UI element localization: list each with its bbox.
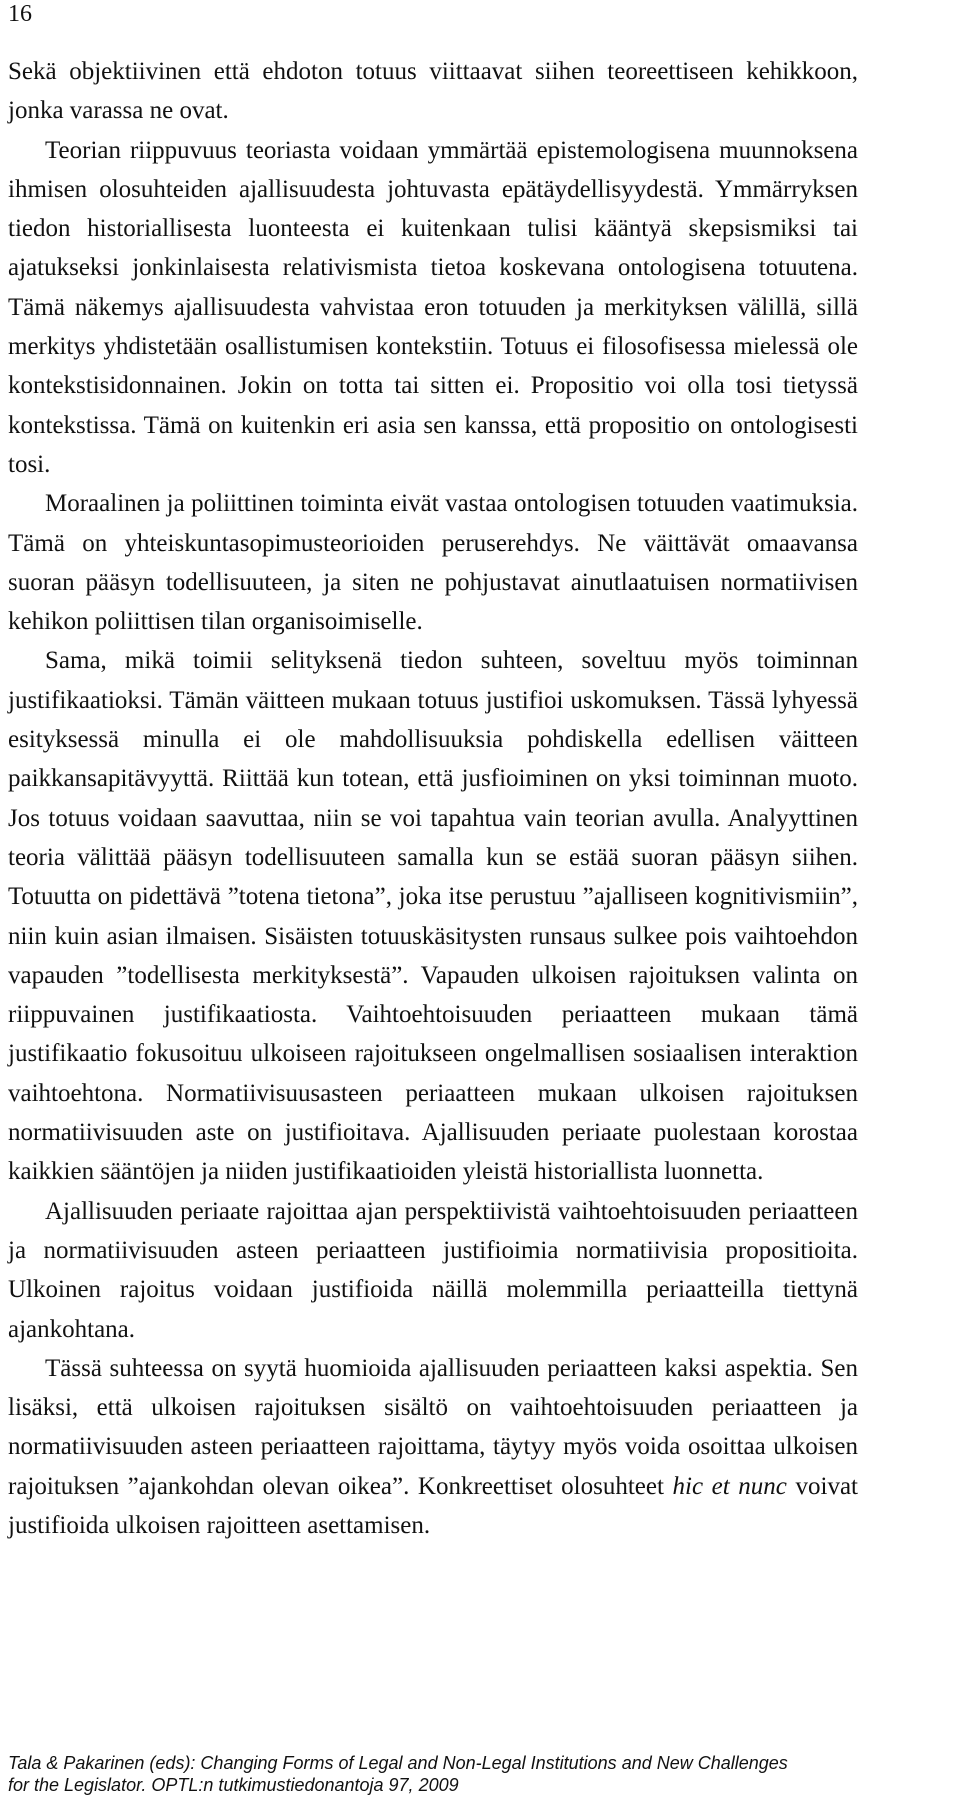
page-footer [8, 1752, 958, 1796]
paragraph-5: Ajallisuuden periaate rajoittaa ajan perspektiivistä vaihtoehtoisuuden periaatteen ja normatiivisuuden asteen periaatteen justifioimia normatiivisia propositioita. Ulkoinen rajoitus voidaan justifioida näillä molemmilla periaatteilla tiettynä ajankohtana. [8, 1197, 858, 1343]
paragraph-6-text-before: Tässä suhteessa on syytä huomioida ajallisuuden periaatteen kaksi aspektia. Sen lisäksi, että ulkoisen rajoituksen sisältö on vaihtoehtoisuuden periaatteen ja normatiivisuuden asteen periaatteen rajoittama, täytyy myös voida osoittaa ulkoisen rajoituksen ”ajankohdan olevan oikea”. Konkreettiset olosuhteet [8, 1354, 858, 1500]
paragraph-4: Sama, mikä toimii selityksenä tiedon suhteen, soveltuu myös toiminnan justifikaatioksi. Tämän väitteen mukaan totuus justifioi uskomuksen. Tässä lyhyessä esityksessä minulla ei ole mahdollisuuksia pohdiskella edellisen väitteen paikkansapitävyyttä. Riittää kun totean, että jusfioiminen on yksi toiminnan muoto. Jos totuus voidaan saavuttaa, niin se voi tapahtua vain teorian avulla. Analyyttinen teoria välittää pääsyn todellisuuteen samalla kun se estää suoran pääsyn siihen. Totuutta on pidettävä ”totena tietona”, joka itse perustuu ”ajalliseen kognitivismiin”, niin kuin asian ilmaisen. Sisäisten totuuskäsitysten runsaus sulkee pois vaihtoehdon vapauden ”todellisesta merkityksestä”. Vapauden ulkoisen rajoituksen valinta on riippuvainen justifikaatiosta. Vaihtoehtoisuuden periaatteen mukaan tämä justifikaatio fokusoituu ulkoiseen rajoitukseen ongelmallisen sosiaalisen interaktion vaihtoehtona. Normatiivisuusasteen periaatteen mukaan ulkoisen rajoituksen normatiivisuuden aste on justifioitava. Ajallisuuden periaate puolestaan korostaa kaikkien sääntöjen ja niiden justifikaatioiden yleistä historiallista luonnetta. [8, 647, 858, 1186]
footer-line-2: for the Legislator. OPTL:n tutkimustiedonantoja 97, 2009 [8, 1775, 459, 1795]
page-number: 16 [8, 1, 32, 27]
paragraph-1: Sekä objektiivinen että ehdoton totuus viittaavat siihen teoreettiseen kehikkoon, jonka varassa ne ovat. [8, 58, 858, 125]
paragraph-6-text-after: voivat justifioida ulkoisen rajoitteen asettamisen. [8, 1472, 858, 1539]
footer-line-1: Tala & Pakarinen (eds): Changing Forms of Legal and Non-Legal Institutions and New Challenges [8, 1753, 788, 1773]
body-text [8, 52, 858, 1545]
paragraph-6-italic: hic et nunc [672, 1472, 787, 1500]
paragraph-6 [8, 1349, 858, 1545]
paragraph-2: Teorian riippuvuus teoriasta voidaan ymmärtää epistemologisena muunnoksena ihmisen olosuhteiden ajallisuudesta johtuvasta epätäydellisyydestä. Ymmärryksen tiedon historiallisesta luonteesta ei kuitenkaan tulisi kääntyä skepsismiksi tai ajatukseksi jonkinlaisesta relativismista tietoa koskevana ontologisena totuutena. Tämä näkemys ajallisuudesta vahvistaa eron totuuden ja merkityksen välillä, sillä merkitys yhdistetään osallistumisen kontekstiin. Totuus ei filosofisessa mielessä ole kontekstisidonnainen. Jokin on totta tai sitten ei. Propositio voi olla tosi tietyssä kontekstissa. Tämä on kuitenkin eri asia sen kanssa, että propositio on ontologisesti tosi. [8, 136, 858, 478]
paragraph-3: Moraalinen ja poliittinen toiminta eivät vastaa ontologisen totuuden vaatimuksia. Tämä on yhteiskuntasopimusteorioiden peruserehdys. Ne väittävät omaavansa suoran pääsyn todellisuuteen, ja siten ne pohjustavat ainutlaatuisen normatiivisen kehikon poliittisen tilan organisoimiselle. [8, 490, 858, 636]
